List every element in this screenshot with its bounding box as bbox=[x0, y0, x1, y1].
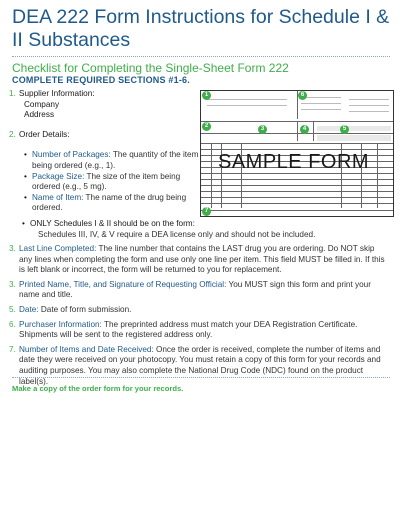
sample-form-watermark: SAMPLE FORM bbox=[218, 151, 370, 173]
item-text: The line number that contains the LAST drug you are ordering. Do NOT skip any lines when completing the form and use only one line per item. This field MUST be filled in. If this is left blank or incorrect, the form will be returned to you for replacement. bbox=[19, 244, 385, 275]
item-heading: Order Details: bbox=[19, 129, 70, 139]
copy-form-link[interactable]: Make a copy of the order form for your records. bbox=[12, 384, 184, 393]
list-item bbox=[24, 150, 199, 171]
supplier-company: Company bbox=[24, 99, 60, 109]
item-2 bbox=[9, 130, 199, 214]
item-number: 3. bbox=[9, 244, 16, 253]
item-number: 7. bbox=[9, 344, 16, 354]
marker-6: 6 bbox=[298, 91, 307, 100]
marker-2: 2 bbox=[202, 122, 211, 131]
item-number: 1. bbox=[9, 89, 16, 98]
item-text: Date of form submission. bbox=[38, 304, 132, 314]
bullet-text: The name of the drug being ordered. bbox=[32, 192, 187, 213]
item-label: Date: bbox=[19, 304, 39, 314]
marker-1: 1 bbox=[202, 91, 211, 100]
item-7 bbox=[9, 345, 389, 387]
required-sections-heading: COMPLETE REQUIRED SECTIONS #1-6. bbox=[12, 75, 190, 85]
item-text: You MUST sign this form and print your name and title. bbox=[19, 279, 371, 300]
note-text: Schedules III, IV, & V require a DEA license only and should not be included. bbox=[38, 229, 316, 239]
item-5 bbox=[9, 305, 389, 316]
marker-4: 4 bbox=[300, 125, 309, 134]
list-item bbox=[24, 172, 199, 193]
item-heading: Supplier Information: bbox=[19, 89, 95, 98]
item-3 bbox=[9, 244, 389, 276]
item-text: The preprinted address must match your DEA Registration Certificate. Shipments will be sent to the registered address only. bbox=[19, 319, 358, 340]
schedules-note bbox=[22, 219, 394, 240]
list-item bbox=[24, 193, 199, 214]
instructions-list-bottom bbox=[9, 244, 389, 391]
note-label: ONLY Schedules I & II should be on the form: bbox=[30, 219, 195, 228]
item-text: Once the order is received, complete the number of items and date they were received on your photocopy. You must retain a copy of this form for your records and auditing purposes. You may also complete the National Drug Code (NDC) found on the product label(s). bbox=[19, 344, 381, 386]
bullet-label: Package Size: bbox=[32, 171, 85, 181]
title-divider bbox=[12, 56, 390, 57]
item-number: 5. bbox=[9, 304, 16, 314]
item-6 bbox=[9, 320, 389, 341]
marker-5: 5 bbox=[340, 125, 349, 134]
item-4 bbox=[9, 280, 389, 301]
item-number: 3. bbox=[9, 279, 16, 289]
bullet-text: The quantity of the item being ordered (e.g., 1). bbox=[32, 150, 199, 170]
item-label: Last Line Completed: bbox=[19, 244, 97, 253]
item-label: Purchaser Information: bbox=[19, 319, 102, 329]
item-number: 2. bbox=[9, 129, 16, 139]
item-1 bbox=[9, 89, 199, 121]
bullet-text: The size of the item being ordered (e.g., 5 mg). bbox=[32, 171, 181, 192]
item-label: Printed Name, Title, and Signature of Requesting Official: bbox=[19, 279, 227, 289]
footer-divider bbox=[12, 377, 390, 378]
marker-3: 3 bbox=[258, 125, 267, 134]
list-item bbox=[22, 219, 394, 240]
page-title: DEA 222 Form Instructions for Schedule I & II Substances bbox=[12, 6, 390, 51]
instructions-list-top bbox=[9, 89, 199, 214]
supplier-address: Address bbox=[24, 110, 55, 120]
bullet-label: Name of Item: bbox=[32, 192, 84, 202]
item-number: 6. bbox=[9, 319, 16, 329]
marker-7: 7 bbox=[202, 207, 211, 216]
bullet-label: Number of Packages: bbox=[32, 150, 111, 160]
item-label: Number of Items and Date Received: bbox=[19, 344, 154, 354]
subtitle: Checklist for Completing the Single-Sheet Form 222 bbox=[12, 61, 289, 75]
order-details-bullets bbox=[24, 150, 199, 214]
